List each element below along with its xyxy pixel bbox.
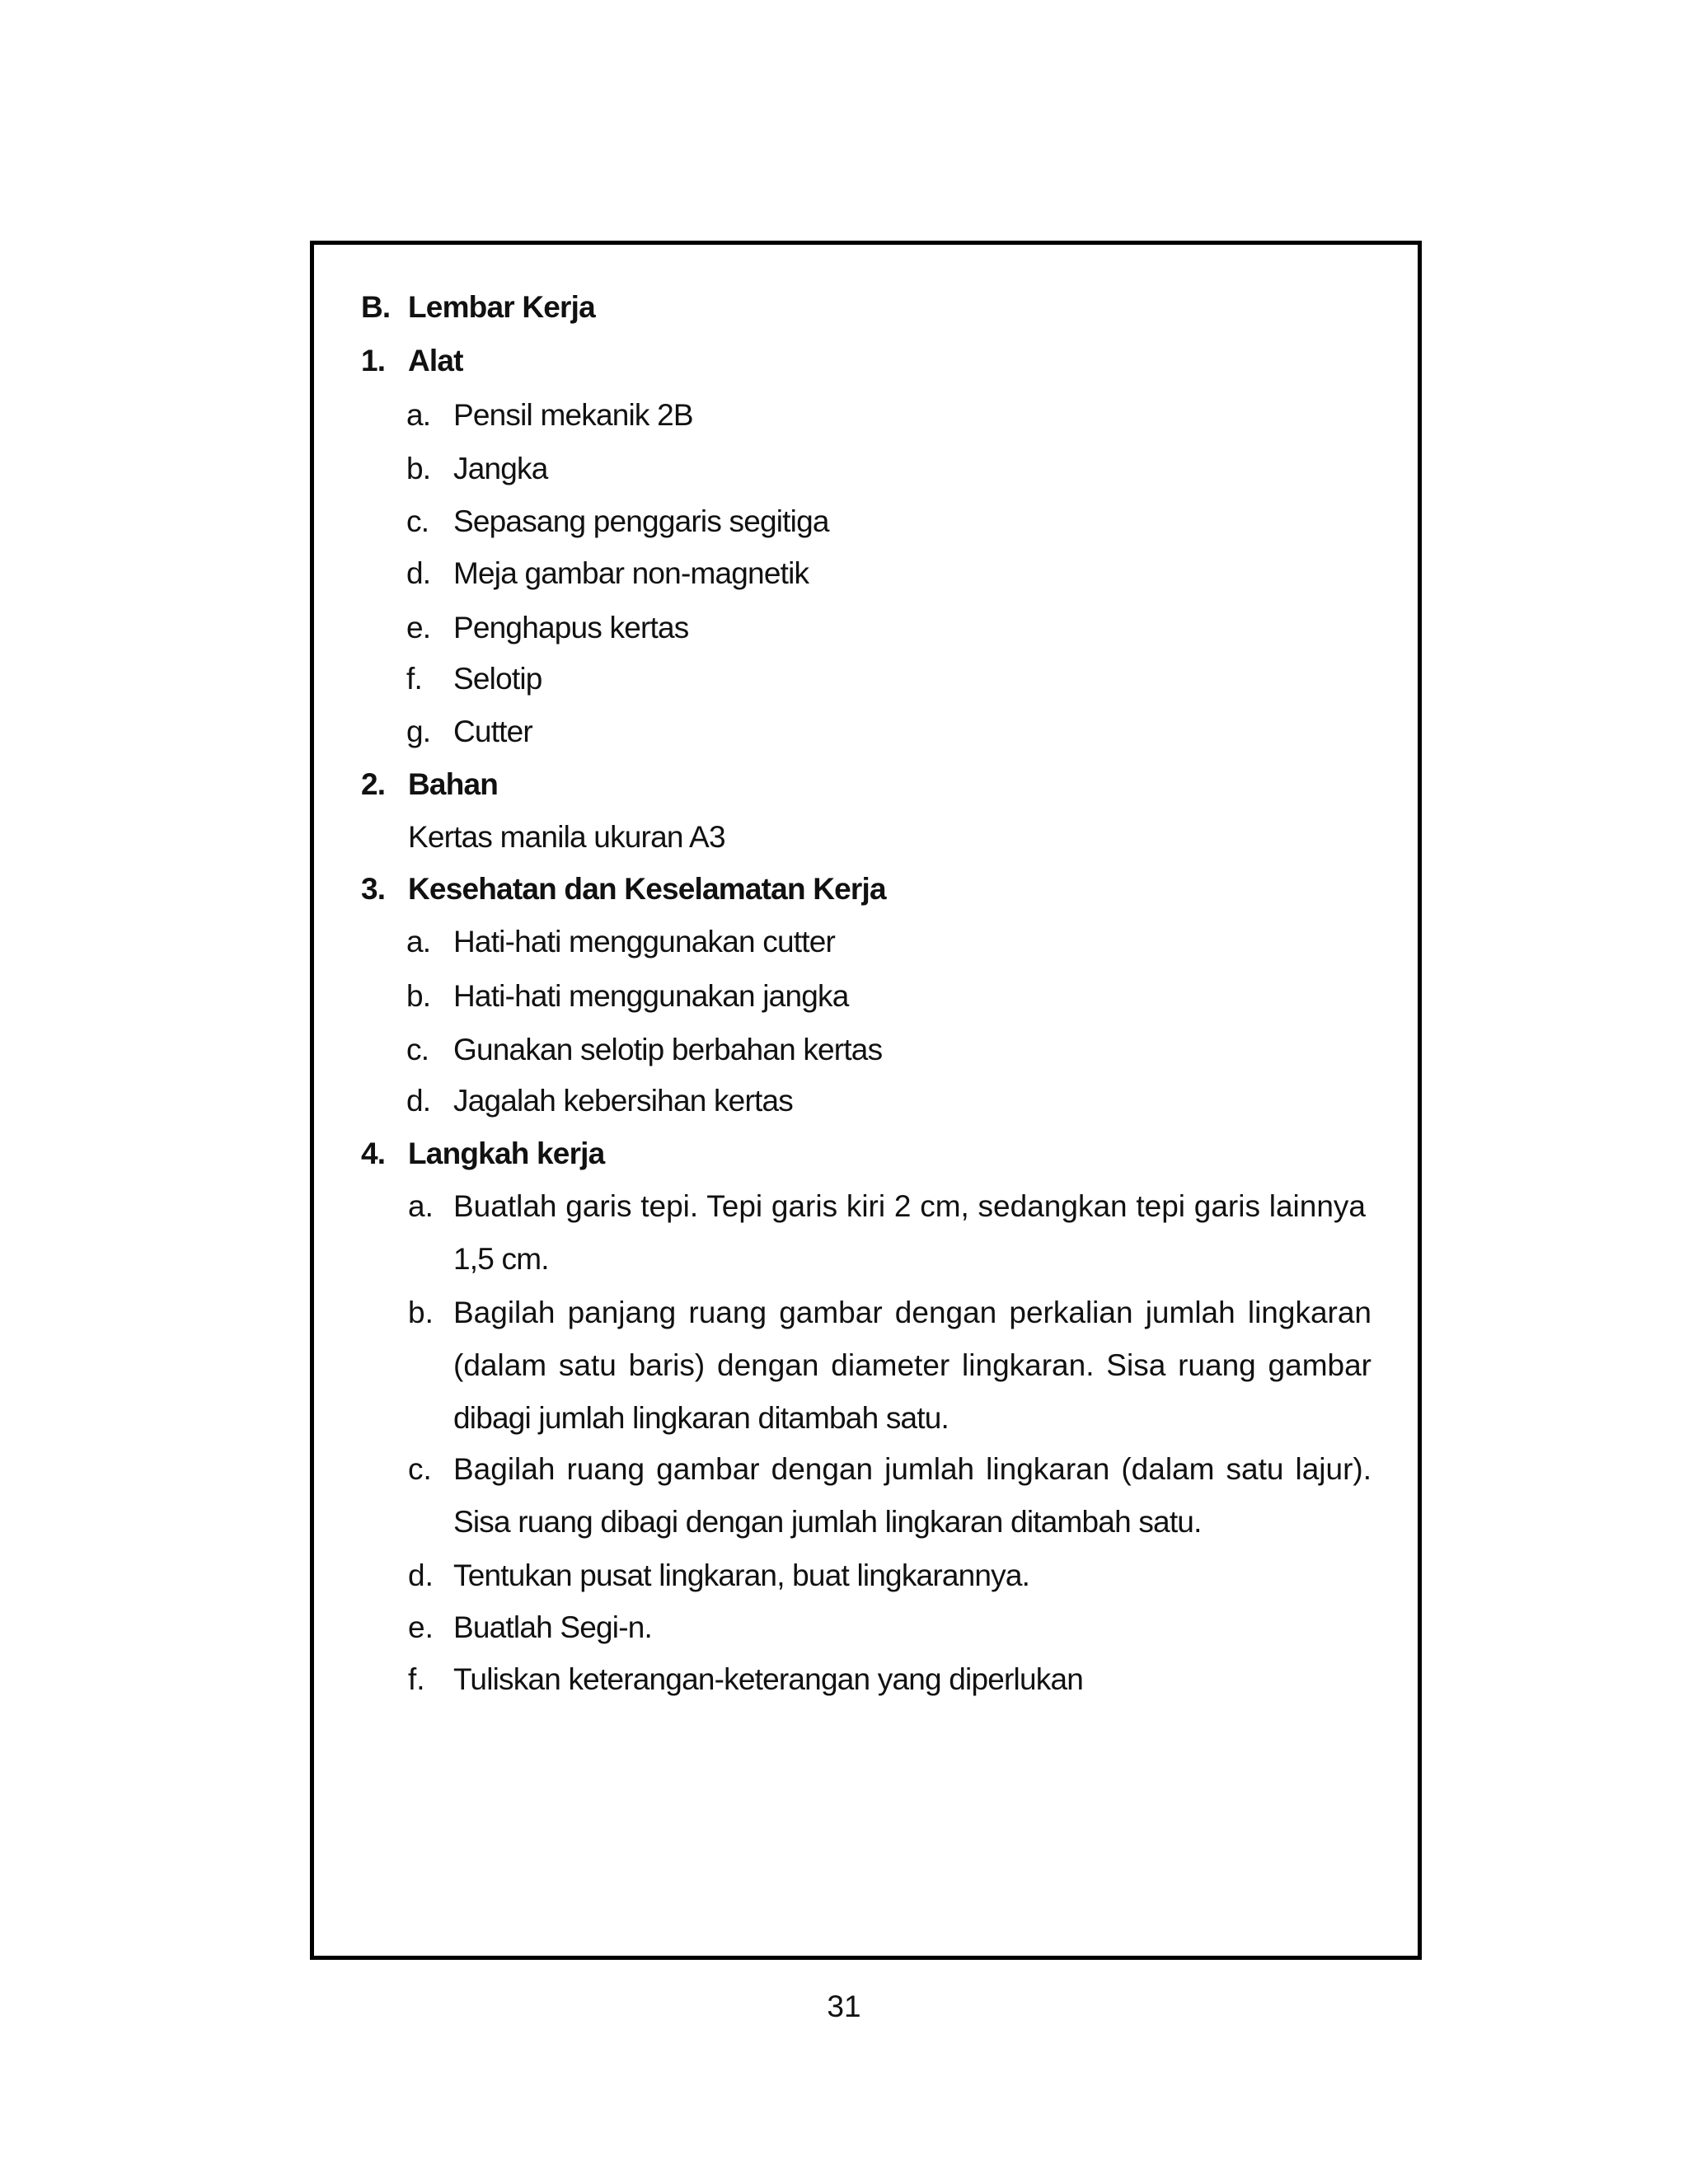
langkah-item-line: (dalam satu baris) dengan diameter lingkaran. Sisa ruang gambar [453,1348,1372,1382]
alat-title: Alat [408,344,463,377]
alat-item-marker: f. [406,662,422,696]
langkah-item-line: Buatlah garis tepi. Tepi garis kiri 2 cm, sedangkan tepi garis lainnya [453,1189,1366,1223]
langkah-item-marker: f. [408,1662,425,1696]
bahan-title: Bahan [408,767,499,801]
alat-item-marker: c. [406,504,429,538]
langkah-item-line: 1,5 cm. [453,1242,549,1276]
langkah-item-line: dibagi jumlah lingkaran ditambah satu. [453,1401,950,1435]
k3-item-marker: d. [406,1084,431,1118]
alat-item-marker: a. [406,398,431,432]
k3-item-text: Jagalah kebersihan kertas [453,1084,793,1118]
alat-item-marker: b. [406,452,431,485]
alat-item-text: Penghapus kertas [453,611,689,644]
langkah-item-line: Tentukan pusat lingkaran, buat lingkarannya. [453,1558,1030,1592]
bahan-text: Kertas manila ukuran A3 [408,820,725,854]
k3-title: Kesehatan dan Keselamatan Kerja [408,872,886,906]
alat-item-marker: e. [406,611,431,644]
alat-item-text: Cutter [453,715,532,748]
langkah-number: 4. [361,1137,386,1170]
langkah-item-line: Tuliskan keterangan-keterangan yang diperlukan [453,1662,1084,1696]
bahan-number: 2. [361,767,386,801]
langkah-item-marker: c. [408,1452,432,1486]
alat-item-text: Meja gambar non-magnetik [453,556,809,590]
alat-item-marker: g. [406,715,431,748]
alat-item-text: Jangka [453,452,548,485]
k3-item-marker: a. [406,925,431,958]
langkah-item-marker: e. [408,1610,434,1644]
section-title: Lembar Kerja [408,290,595,324]
alat-item-text: Pensil mekanik 2B [453,398,693,432]
k3-item-text: Hati-hati menggunakan cutter [453,925,835,958]
k3-item-text: Hati-hati menggunakan jangka [453,979,849,1013]
section-marker: B. [361,290,391,324]
langkah-item-line: Buatlah Segi-n. [453,1610,653,1644]
langkah-item-marker: d. [408,1558,434,1592]
k3-item-marker: c. [406,1033,429,1066]
alat-number: 1. [361,344,386,377]
k3-item-text: Gunakan selotip berbahan kertas [453,1033,883,1066]
k3-number: 3. [361,872,386,906]
langkah-title: Langkah kerja [408,1137,605,1170]
langkah-item-line: Bagilah ruang gambar dengan jumlah lingkaran (dalam satu lajur). [453,1452,1372,1486]
alat-item-text: Selotip [453,662,542,696]
langkah-item-marker: b. [408,1296,434,1329]
langkah-item-line: Bagilah panjang ruang gambar dengan perkalian jumlah lingkaran [453,1296,1372,1329]
langkah-item-line: Sisa ruang dibagi dengan jumlah lingkaran ditambah satu. [453,1505,1202,1539]
page-number: 31 [827,1990,861,2023]
alat-item-text: Sepasang penggaris segitiga [453,504,829,538]
alat-item-marker: d. [406,556,431,590]
langkah-item-marker: a. [408,1189,434,1223]
k3-item-marker: b. [406,979,431,1013]
